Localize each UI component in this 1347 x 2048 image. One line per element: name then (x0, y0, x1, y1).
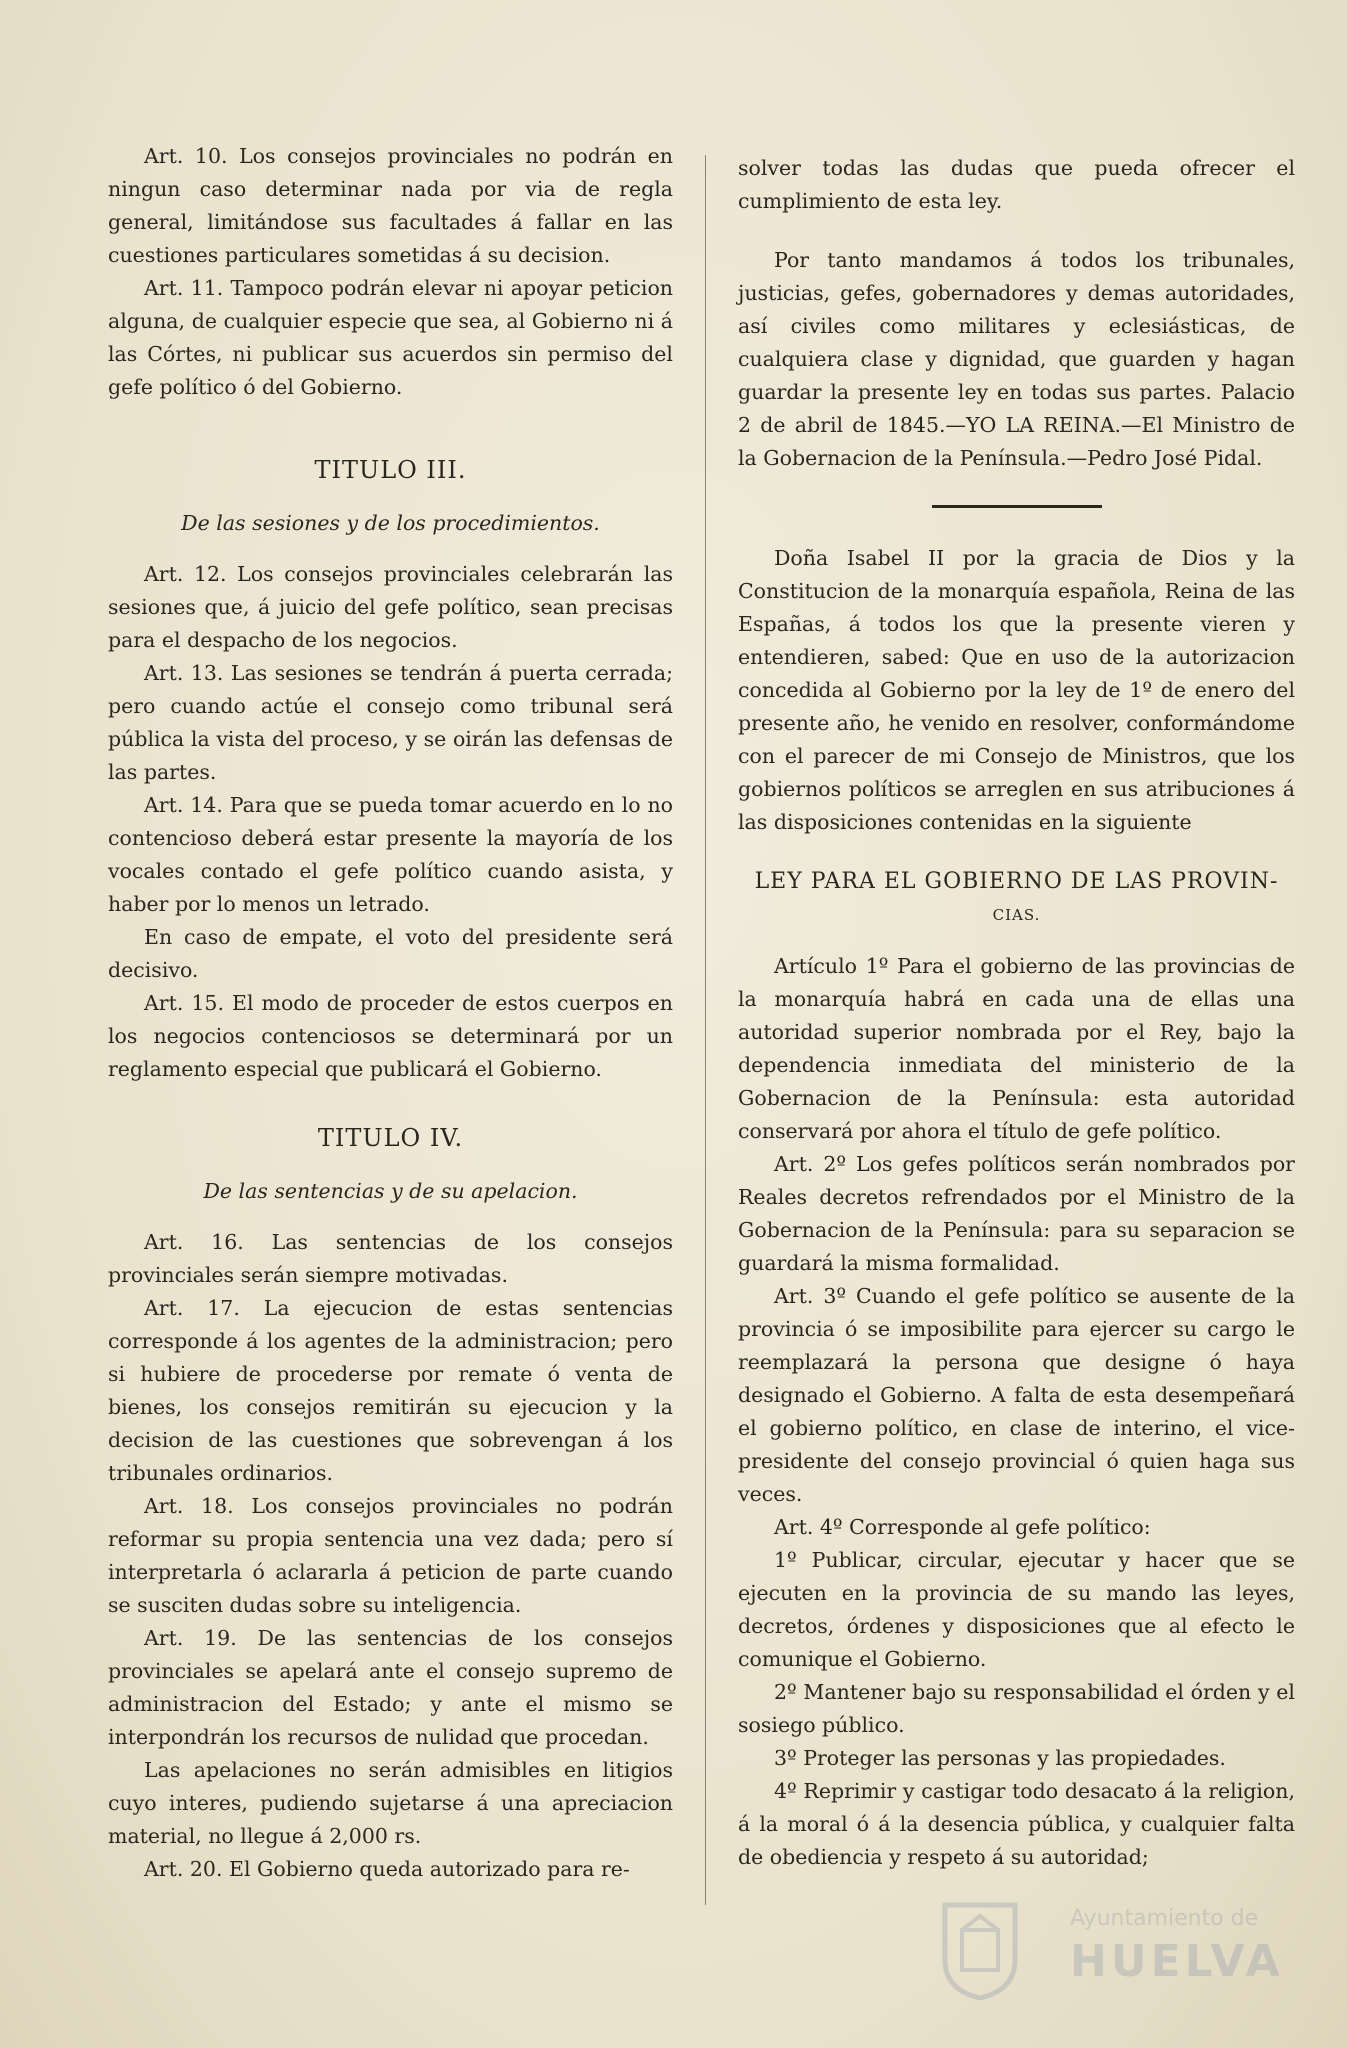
royal-preamble: Doña Isabel II por la gracia de Dios y la Constitucion de la monarquía española, Reina de las Españas, á todos los que la presente vieren y entendieren, sabed: Que en uso de la autorizacion concedida al Gobierno por la ley de 1º de enero del presente año, he venido en resolver, conformándome con el parecer de mi Consejo de Ministros, que los gobiernos políticos se arreglen en sus atribuciones á las disposiciones contenidas en la siguiente (738, 546, 1295, 834)
law-article-3: Art. 3º Cuando el gefe político se ausente de la provincia ó se imposibilite para ejercer su cargo le reemplazará la persona que designe ó haya designado el Gobierno. A falta de esta desempeñará el gobierno político, en clase de interino, el vice-presidente del consejo provincial ó quien haga sus veces. (738, 1284, 1295, 1506)
law-title: LEY PARA EL GOBIERNO DE LAS PROVIN- (754, 869, 1279, 894)
article-15: Art. 15. El modo de proceder de estos cuerpos en los negocios contenciosos se determinará por un reglamento especial que publicará el Gobierno. (108, 991, 673, 1081)
law-article-4: Art. 4º Corresponde al gefe político: (774, 1515, 1151, 1539)
subtitle-iv: De las sentencias y de su apelacion. (203, 1179, 578, 1203)
article-13: Art. 13. Las sesiones se tendrán á puerta cerrada; pero cuando actúe el consejo como tribunal será pública la vista del proceso, y se oirán las defensas de las partes. (108, 661, 673, 784)
section-rule (932, 505, 1102, 508)
right-column (738, 152, 1295, 1874)
law-article-4-item-3: 3º Proteger las personas y las propiedades. (774, 1746, 1226, 1770)
column-divider (705, 155, 706, 1905)
article-11: Art. 11. Tampoco podrán elevar ni apoyar peticion alguna, de cualquier especie que sea, al Gobierno ni á las Córtes, ni publicar sus acuerdos sin permiso del gefe político ó del Gobierno. (108, 276, 673, 399)
law-article-4-item-1: 1º Publicar, circular, ejecutar y hacer que se ejecuten en la provincia de su mando las leyes, decretos, órdenes y disposiciones que al efecto le comunique el Gobierno. (738, 1548, 1295, 1671)
promulgation-paragraph: Por tanto mandamos á todos los tribunales, justicias, gefes, gobernadores y demas autoridades, así civiles como militares y eclesiásticas, de cualquiera clase y dignidad, que guarden y hagan guardar la presente ley en todas sus partes. Palacio 2 de abril de 1845.—YO LA REINA.—El Ministro de la Gobernacion de la Península.—Pedro José Pidal. (738, 248, 1295, 470)
article-12: Art. 12. Los consejos provinciales celebrarán las sesiones que, á juicio del gefe político, sean precisas para el despacho de los negocios. (108, 562, 673, 652)
article-19: Art. 19. De las sentencias de los consejos provinciales se apelará ante el consejo supremo de administracion del Estado; y ante el mismo se interpondrán los recursos de nulidad que procedan. (108, 1626, 673, 1749)
left-column (108, 140, 673, 1886)
watermark (940, 1900, 1284, 2010)
shield-icon (940, 1900, 1020, 2000)
article-10: Art. 10. Los consejos provinciales no podrán en ningun caso determinar nada por via de regla general, limitándose sus facultades á fallar en las cuestiones particulares sometidas á su decision. (108, 144, 673, 267)
law-article-2: Art. 2º Los gefes políticos serán nombrados por Reales decretos refrendados por el Ministro de la Gobernacion de la Península: para su separacion se guardará la misma formalidad. (738, 1152, 1295, 1275)
article-17: Art. 17. La ejecucion de estas sentencias corresponde á los agentes de la administracion; pero si hubiere de procederse por remate ó venta de bienes, los consejos remitirán su ejecucion y la decision de las cuestiones que sobrevengan á los tribunales ordinarios. (108, 1296, 673, 1485)
law-article-4-item-2: 2º Mantener bajo su responsabilidad el órden y el sosiego público. (738, 1680, 1295, 1737)
article-16: Art. 16. Las sentencias de los consejos provinciales serán siempre motivadas. (108, 1230, 673, 1287)
law-article-4-item-4: 4º Reprimir y castigar todo desacato á la religion, á la moral ó á la desencia pública, y cualquier falta de obediencia y respeto á su autoridad; (738, 1779, 1295, 1869)
article-19-apelaciones: Las apelaciones no serán admisibles en litigios cuyo interes, pudiendo sujetarse á una apreciacion material, no llegue á 2,000 rs. (108, 1758, 673, 1848)
watermark-line1: Ayuntamiento de (1070, 1906, 1259, 1931)
law-title-continued: CIAS. (992, 906, 1041, 924)
article-20: Art. 20. El Gobierno queda autorizado para re- (144, 1857, 630, 1881)
subtitle-iii: De las sesiones y de los procedimientos. (181, 511, 600, 535)
article-20-continued: solver todas las dudas que pueda ofrecer el cumplimiento de esta ley. (738, 156, 1295, 213)
title-iii: TITULO III. (314, 456, 467, 484)
law-article-1: Artículo 1º Para el gobierno de las provincias de la monarquía habrá en cada una de ellas una autoridad superior nombrada por el Rey, bajo la dependencia inmediata del ministerio de la Gobernacion de la Península: esta autoridad conservará por ahora el título de gefe político. (738, 954, 1295, 1143)
article-14: Art. 14. Para que se pueda tomar acuerdo en lo no contencioso deberá estar presente la mayoría de los vocales contado el gefe político cuando asista, y haber por lo menos un letrado. (108, 793, 673, 916)
article-18: Art. 18. Los consejos provinciales no podrán reformar su propia sentencia una vez dada; pero sí interpretarla ó aclararla á peticion de parte cuando se susciten dudas sobre su inteligencia. (108, 1494, 673, 1617)
article-14-empate: En caso de empate, el voto del presidente será decisivo. (108, 925, 673, 982)
title-iv: TITULO IV. (317, 1124, 464, 1152)
watermark-line2: HUELVA (1070, 1936, 1284, 1987)
